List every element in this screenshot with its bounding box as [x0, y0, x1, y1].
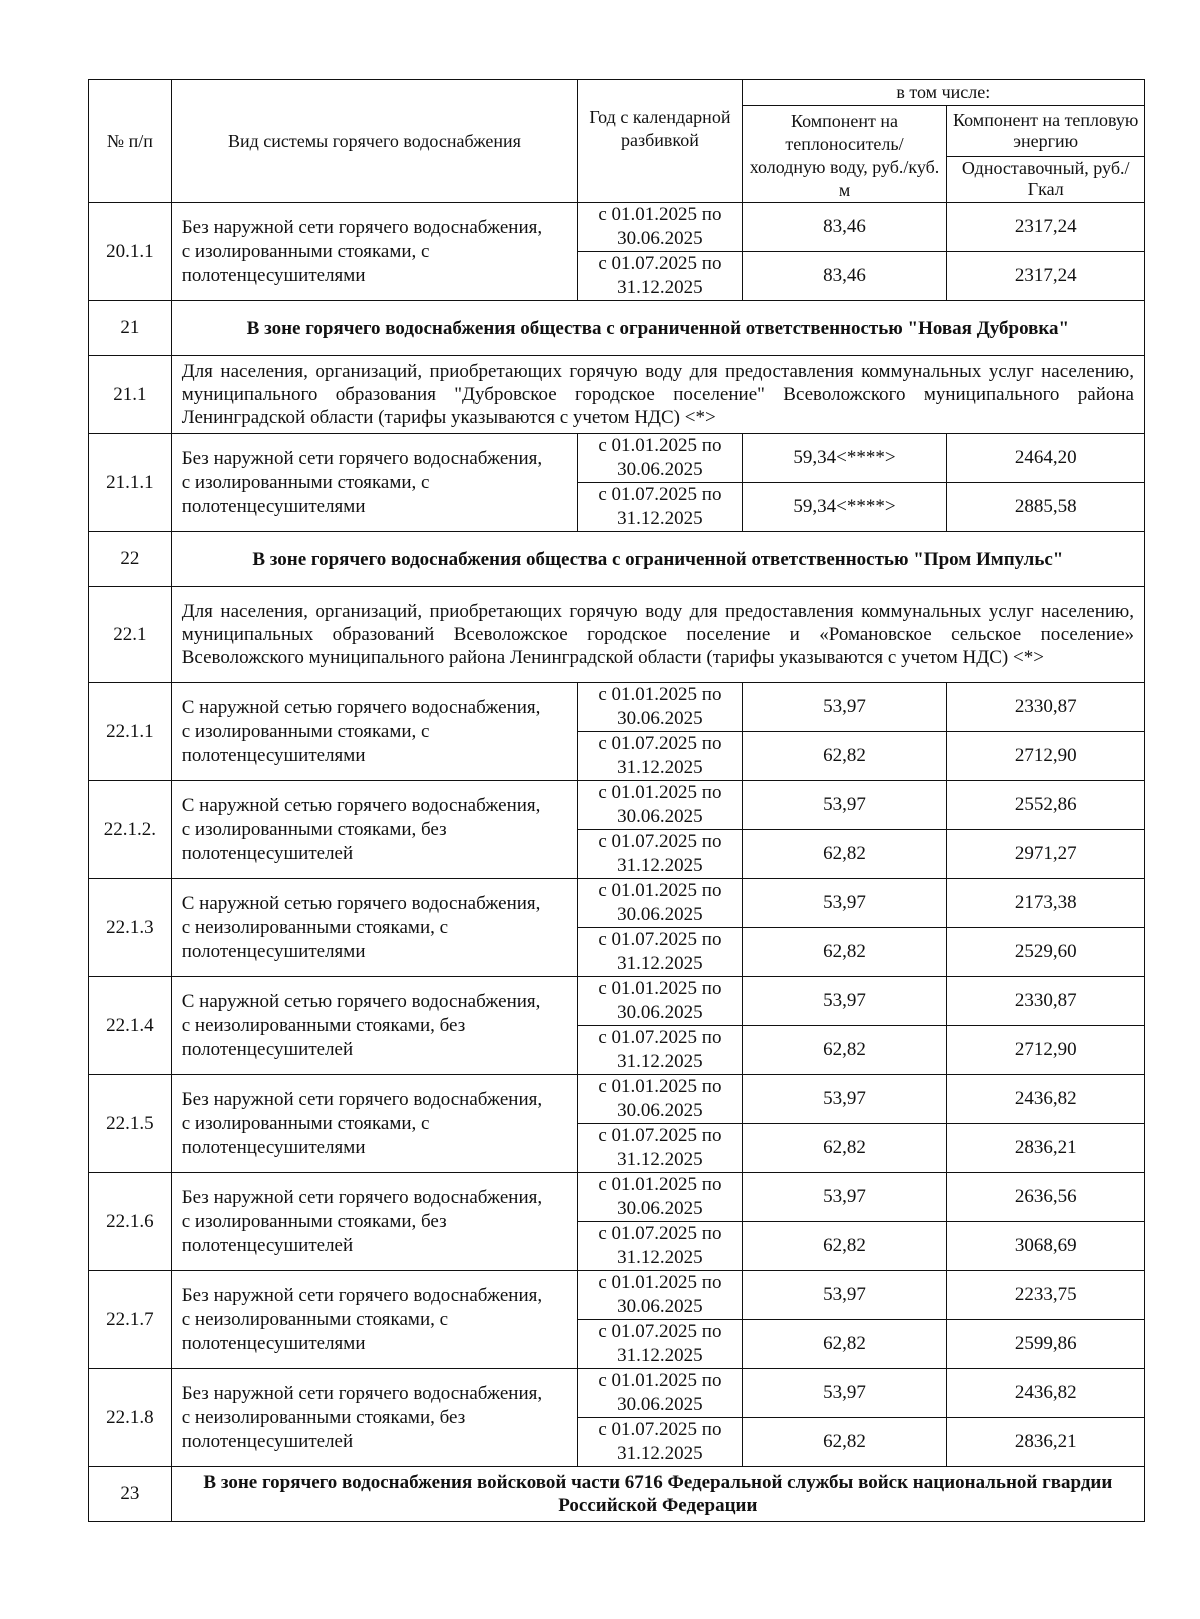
heat-tariff: 2712,90	[947, 732, 1145, 781]
system-type: Без наружной сети горячего водоснабжения, с изолированными стояками, с полотенцесушителями	[171, 203, 577, 301]
period: с 01.07.2025 по 31.12.2025	[578, 732, 742, 781]
water-tariff: 62,82	[742, 732, 947, 781]
table-row	[89, 203, 1145, 252]
period: с 01.01.2025 по 30.06.2025	[578, 977, 742, 1026]
water-tariff: 62,82	[742, 1026, 947, 1075]
heat-tariff: 2636,56	[947, 1173, 1145, 1222]
period: с 01.07.2025 по 31.12.2025	[578, 483, 742, 532]
water-tariff: 53,97	[742, 1369, 947, 1418]
water-tariff: 62,82	[742, 928, 947, 977]
row-number: 22.1.7	[89, 1271, 172, 1369]
header-kind: Вид системы горячего водоснабжения	[171, 80, 577, 203]
system-type: С наружной сетью горячего водоснабжения, с неизолированными стояками, с полотенцесушителями	[171, 879, 577, 977]
table-row	[89, 879, 1145, 928]
header-water: Компонент на теплоноситель/ холодную воду, руб./куб. м	[742, 106, 947, 203]
row-number: 20.1.1	[89, 203, 172, 301]
zone-title: В зоне горячего водоснабжения общества с ограниченной ответственностью "Новая Дубровка"	[171, 301, 1144, 356]
heat-tariff: 2836,21	[947, 1124, 1145, 1173]
group-description: Для населения, организаций, приобретающих горячую воду для предоставления коммунальных услуг населению, муниципальных образований Всеволожское городское поселение и «Романовское сельское поселение» Всеволожского муниципального района Ленинградской области (тарифы указываются с учетом НДС) <*>	[171, 587, 1144, 683]
header-including: в том числе:	[742, 80, 1144, 106]
period: с 01.01.2025 по 30.06.2025	[578, 434, 742, 483]
row-number: 21.1.1	[89, 434, 172, 532]
heat-tariff: 2317,24	[947, 252, 1145, 301]
group-row	[89, 587, 1145, 683]
period: с 01.01.2025 по 30.06.2025	[578, 1173, 742, 1222]
table-row	[89, 683, 1145, 732]
zone-title: В зоне горячего водоснабжения войсковой части 6716 Федеральной службы войск национальной гвардии Российской Федерации	[171, 1467, 1144, 1522]
system-type: С наружной сетью горячего водоснабжения, с изолированными стояками, с полотенцесушителями	[171, 683, 577, 781]
system-type: Без наружной сети горячего водоснабжения, с изолированными стояками, с полотенцесушителями	[171, 434, 577, 532]
row-number: 22.1.6	[89, 1173, 172, 1271]
group-number: 22.1	[89, 587, 172, 683]
water-tariff: 62,82	[742, 1418, 947, 1467]
zone-number: 21	[89, 301, 172, 356]
group-row	[89, 356, 1145, 434]
period: с 01.07.2025 по 31.12.2025	[578, 1222, 742, 1271]
table-row	[89, 434, 1145, 483]
heat-tariff: 2529,60	[947, 928, 1145, 977]
system-type: Без наружной сети горячего водоснабжения, с неизолированными стояками, с полотенцесушителями	[171, 1271, 577, 1369]
system-type: Без наружной сети горячего водоснабжения, с изолированными стояками, без полотенцесушителей	[171, 1173, 577, 1271]
period: с 01.07.2025 по 31.12.2025	[578, 252, 742, 301]
period: с 01.01.2025 по 30.06.2025	[578, 1271, 742, 1320]
header-num: № п/п	[89, 80, 172, 203]
water-tariff: 53,97	[742, 781, 947, 830]
system-type: С наружной сетью горячего водоснабжения, с изолированными стояками, без полотенцесушителей	[171, 781, 577, 879]
heat-tariff: 2233,75	[947, 1271, 1145, 1320]
water-tariff: 53,97	[742, 879, 947, 928]
group-number: 21.1	[89, 356, 172, 434]
header-row	[89, 80, 1145, 106]
heat-tariff: 2712,90	[947, 1026, 1145, 1075]
heat-tariff: 2464,20	[947, 434, 1145, 483]
heat-tariff: 2330,87	[947, 683, 1145, 732]
zone-row	[89, 301, 1145, 356]
water-tariff: 53,97	[742, 683, 947, 732]
header-year: Год с календарной разбивкой	[578, 80, 742, 203]
zone-row	[89, 1467, 1145, 1522]
zone-number: 22	[89, 532, 172, 587]
water-tariff: 53,97	[742, 977, 947, 1026]
table-row	[89, 977, 1145, 1026]
group-description: Для населения, организаций, приобретающих горячую воду для предоставления коммунальных услуг населению, муниципального образования "Дубровское городское поселение" Всеволожского муниципального района Ленинградской области (тарифы указываются с учетом НДС) <*>	[171, 356, 1144, 434]
period: с 01.01.2025 по 30.06.2025	[578, 781, 742, 830]
heat-tariff: 2317,24	[947, 203, 1145, 252]
period: с 01.07.2025 по 31.12.2025	[578, 1026, 742, 1075]
heat-tariff: 2436,82	[947, 1369, 1145, 1418]
header-heat: Компонент на тепловую энергию	[947, 106, 1145, 157]
row-number: 22.1.3	[89, 879, 172, 977]
heat-tariff: 2971,27	[947, 830, 1145, 879]
period: с 01.07.2025 по 31.12.2025	[578, 830, 742, 879]
system-type: Без наружной сети горячего водоснабжения, с неизолированными стояками, без полотенцесушителей	[171, 1369, 577, 1467]
table-row	[89, 781, 1145, 830]
period: с 01.01.2025 по 30.06.2025	[578, 1075, 742, 1124]
heat-tariff: 3068,69	[947, 1222, 1145, 1271]
water-tariff: 62,82	[742, 1320, 947, 1369]
period: с 01.07.2025 по 31.12.2025	[578, 1320, 742, 1369]
water-tariff: 53,97	[742, 1173, 947, 1222]
heat-tariff: 2599,86	[947, 1320, 1145, 1369]
water-tariff: 62,82	[742, 830, 947, 879]
period: с 01.07.2025 по 31.12.2025	[578, 1124, 742, 1173]
heat-tariff: 2836,21	[947, 1418, 1145, 1467]
row-number: 22.1.8	[89, 1369, 172, 1467]
header-heat-sub: Одноставочный, руб./Гкал	[947, 156, 1145, 202]
heat-tariff: 2885,58	[947, 483, 1145, 532]
period: с 01.01.2025 по 30.06.2025	[578, 879, 742, 928]
zone-row	[89, 532, 1145, 587]
water-tariff: 53,97	[742, 1075, 947, 1124]
water-tariff: 62,82	[742, 1124, 947, 1173]
water-tariff: 62,82	[742, 1222, 947, 1271]
row-number: 22.1.1	[89, 683, 172, 781]
zone-title: В зоне горячего водоснабжения общества с ограниченной ответственностью "Пром Импульс"	[171, 532, 1144, 587]
tariff-table	[88, 79, 1145, 1522]
table-row	[89, 1173, 1145, 1222]
period: с 01.01.2025 по 30.06.2025	[578, 683, 742, 732]
row-number: 22.1.5	[89, 1075, 172, 1173]
table-row	[89, 1075, 1145, 1124]
water-tariff: 53,97	[742, 1271, 947, 1320]
period: с 01.01.2025 по 30.06.2025	[578, 203, 742, 252]
water-tariff: 83,46	[742, 252, 947, 301]
water-tariff: 59,34<****>	[742, 483, 947, 532]
zone-number: 23	[89, 1467, 172, 1522]
period: с 01.01.2025 по 30.06.2025	[578, 1369, 742, 1418]
row-number: 22.1.4	[89, 977, 172, 1075]
period: с 01.07.2025 по 31.12.2025	[578, 1418, 742, 1467]
water-tariff: 59,34<****>	[742, 434, 947, 483]
system-type: Без наружной сети горячего водоснабжения, с изолированными стояками, с полотенцесушителями	[171, 1075, 577, 1173]
heat-tariff: 2330,87	[947, 977, 1145, 1026]
water-tariff: 83,46	[742, 203, 947, 252]
tariff-document	[88, 79, 1145, 1522]
heat-tariff: 2173,38	[947, 879, 1145, 928]
period: с 01.07.2025 по 31.12.2025	[578, 928, 742, 977]
row-number: 22.1.2.	[89, 781, 172, 879]
table-row	[89, 1271, 1145, 1320]
table-row	[89, 1369, 1145, 1418]
heat-tariff: 2552,86	[947, 781, 1145, 830]
system-type: С наружной сетью горячего водоснабжения, с неизолированными стояками, без полотенцесушителей	[171, 977, 577, 1075]
heat-tariff: 2436,82	[947, 1075, 1145, 1124]
